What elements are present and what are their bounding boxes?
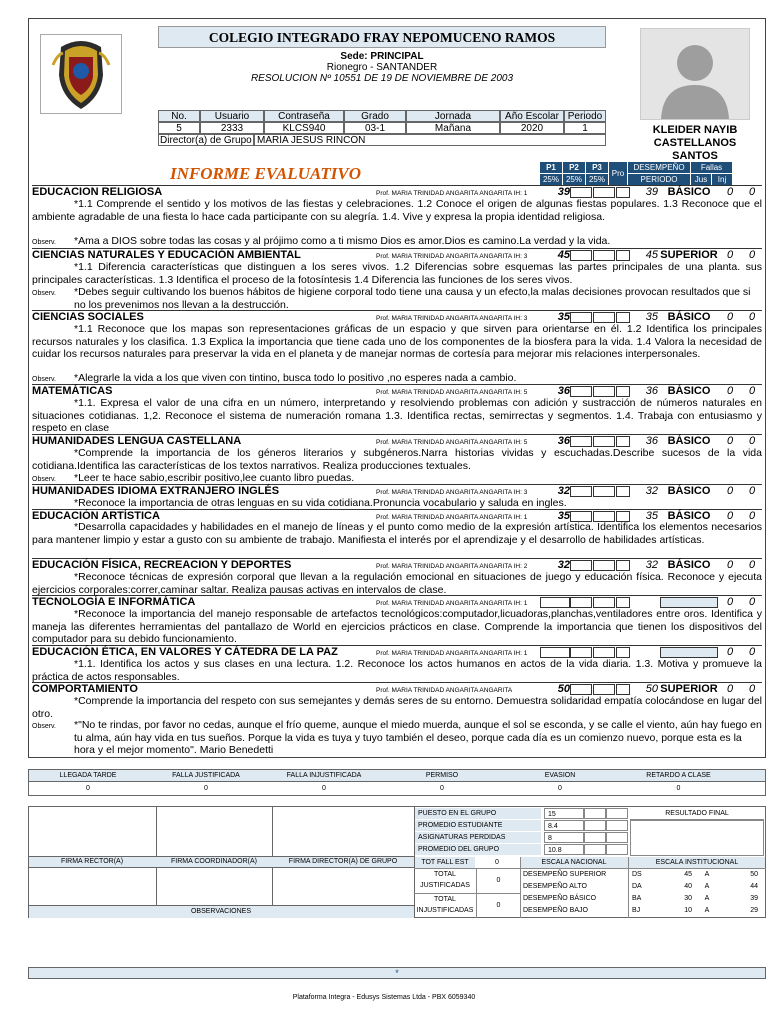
pro-box (616, 386, 630, 397)
performance-level: BÁSICO (667, 485, 711, 497)
stat-cell (584, 820, 606, 831)
subject-teacher: Prof. MARIA TRINIDAD ANGARITA ANGARITA IH: 3 (376, 253, 528, 260)
pro-box (616, 187, 630, 198)
obs-text: *Leer te hace sabio,escribir positivo,lee cuanto libro puedas. (74, 472, 355, 484)
total-injust-l1: TOTAL (434, 896, 456, 903)
total-just-value: 0 (496, 877, 501, 884)
divider (28, 867, 414, 868)
total-just-l1: TOTAL (434, 871, 456, 878)
absences-justified: 0 (726, 596, 734, 608)
p3-box (593, 684, 615, 695)
p1-grade: 35 (557, 510, 570, 522)
hdr-p3: P3 (586, 162, 608, 173)
subject-teacher: Prof. MARIA TRINIDAD ANGARITA ANGARITA IH: 3 (376, 489, 528, 496)
subject-observation (32, 235, 762, 248)
stat-value: 10.8 (544, 844, 584, 855)
stat-value: 8 (544, 832, 584, 843)
absences-unjustified: 0 (748, 249, 756, 261)
sig-coordinador: FIRMA COORDINADOR(A) (171, 858, 257, 865)
school-city: Rionegro - SANTANDER (326, 62, 438, 73)
hdr-fallas: Fallas (691, 162, 732, 173)
attendance-header: PERMISO (425, 772, 459, 779)
subject-name: EDUCACIÓN ÉTICA, EN VALORES Y CÁTEDRA DE LA PAZ (32, 646, 338, 658)
absences-justified: 0 (726, 683, 734, 695)
footer-bar: * (28, 967, 766, 979)
obs-label: Observ. (32, 376, 56, 383)
escala-nacional-item: DESEMPEÑO BAJO (523, 907, 588, 914)
attendance-value: 0 (558, 785, 562, 792)
sig-director: FIRMA DIRECTOR(A) DE GRUPO (288, 858, 398, 865)
final-grade: 36 (645, 385, 658, 397)
hdr-periodo: Periodo (564, 110, 606, 122)
obs-label: Observ. (32, 723, 56, 730)
stat-cell (606, 832, 628, 843)
p1-grade: 50 (557, 683, 570, 695)
pro-box (616, 684, 630, 695)
attendance-header: EVASION (544, 772, 576, 779)
attendance-value: 0 (676, 785, 681, 792)
absences-unjustified: 0 (748, 311, 756, 323)
absences-unjustified: 0 (748, 435, 756, 447)
hdr-no: No. (158, 110, 200, 122)
pro-box (616, 560, 630, 571)
obs-label: Observ. (32, 239, 56, 246)
performance-level: BÁSICO (667, 311, 711, 323)
escala-to: 50 (750, 871, 758, 878)
final-grade: 32 (645, 559, 658, 571)
stat-value: 8.4 (544, 820, 584, 831)
p1-grade: 32 (557, 485, 570, 497)
hdr-jus: Jus (691, 174, 711, 185)
p3-box (593, 436, 615, 447)
subject-description: *Comprende la importancia de los géneros literarios y subgéneros.Narra historias vividas y escuchadas.Describe sucesos de la vida cotidiana.Identifica las características de los textos narrativos. Realiza producciones textuales. (32, 447, 762, 472)
p3-box (593, 386, 615, 397)
stat-cell (584, 844, 606, 855)
subject-teacher: Prof. MARIA TRINIDAD ANGARITA ANGARITA IH: 5 (376, 389, 528, 396)
p1-grade: 45 (557, 249, 570, 261)
subject-row (32, 682, 762, 695)
subject-row (32, 185, 762, 198)
p2-box (570, 647, 592, 658)
school-resolution: RESOLUCION Nº 10551 DE 19 DE NOVIEMBRE DE 2003 (250, 73, 514, 84)
resultado-final-box (630, 820, 764, 856)
subject-description: *1.1. Expresa el valor de una cifra en un número, interpretando y resolviendo problemas con adición y sustracción de números naturales en situaciones cotidianas. 1,2. Reconoce el sistema de numeración romana 1.3. Identifica rectas, semirrectas y segmentos. 1.4. Trabaja con entusiasmo y respeto en clase (32, 397, 762, 434)
obs-label: Observ. (32, 476, 56, 483)
subject-description: *Reconoce técnicas de expresión corporal que llevan a la regulación emocional en situaciones de juego y educación física. Reconoce y ejecuta ejercicios corporales:correr,caminar saltar. Realiza pausas activas en intervalos de clase. (32, 571, 762, 596)
subject-description: *Reconoce la importancia del manejo responsable de artefactos tecnológicos:computador,licuadoras,planchas,ventiladores entre oros. Identifica y maneja las diferentes herramientas del pantallazo de World en ejercicios prácticos en clase. Comprende la importancia que tienen los dispositivos del computador para su debido funcionamiento. (32, 608, 762, 645)
absences-unjustified: 0 (748, 485, 756, 497)
escala-nacional-item: DESEMPEÑO SUPERIOR (523, 871, 607, 878)
crest-icon (41, 35, 121, 113)
pro-box (616, 597, 630, 608)
p3-box (593, 312, 615, 323)
p2-box (570, 386, 592, 397)
hdr-pro: Pro (609, 162, 627, 185)
absences-unjustified: 0 (748, 683, 756, 695)
final-grade: 35 (645, 311, 658, 323)
subject-teacher: Prof. MARIA TRINIDAD ANGARITA ANGARITA IH: 1 (376, 190, 528, 197)
attendance-value: 0 (322, 785, 326, 792)
p3-box (593, 250, 615, 261)
attendance-header: LLEGADA TARDE (59, 772, 117, 779)
escala-nacional-item: DESEMPEÑO ALTO (523, 883, 587, 890)
final-grade: 32 (645, 485, 658, 497)
subject-row (32, 434, 762, 447)
escala-a: A (704, 871, 710, 878)
p2-box (570, 312, 592, 323)
tot-fall-value: 0 (495, 859, 499, 866)
escala-to: 44 (750, 883, 758, 890)
attendance-header: RETARDO A CLASE (646, 772, 711, 779)
subject-teacher: Prof. MARIA TRINIDAD ANGARITA ANGARITA IH: 1 (376, 650, 528, 657)
subject-row (32, 645, 762, 658)
subject-teacher: Prof. MARIA TRINIDAD ANGARITA ANGARITA IH: 1 (376, 514, 528, 521)
escala-from: 30 (684, 895, 692, 902)
performance-level: BÁSICO (667, 186, 711, 198)
performance-level: BÁSICO (667, 435, 711, 447)
absences-unjustified: 0 (748, 596, 756, 608)
stat-label: PROMEDIO DEL GRUPO (415, 844, 541, 855)
p3-box (593, 187, 615, 198)
subject-observation (32, 286, 762, 311)
absences-justified: 0 (726, 646, 734, 658)
stat-label: ASIGNATURAS PERDIDAS (415, 832, 541, 843)
tot-fall-label: TOT FALL EST (415, 857, 475, 868)
student-info-table (158, 110, 606, 146)
val-ano-escolar: 2020 (500, 122, 564, 134)
escala-to: 39 (750, 895, 758, 902)
escala-to: 29 (750, 907, 758, 914)
student-name: KLEIDER NAYIB CASTELLANOS SANTOS (652, 124, 738, 162)
subject-row (32, 595, 762, 608)
performance-level: SUPERIOR (660, 249, 718, 261)
absences-justified: 0 (726, 311, 734, 323)
avatar-icon (641, 29, 749, 119)
absences-unjustified: 0 (748, 646, 756, 658)
escala-a: A (704, 895, 710, 902)
p2-box (570, 250, 592, 261)
performance-level: BÁSICO (667, 385, 711, 397)
subject-description: *Desarrolla capacidades y habilidades en el manejo de líneas y el punto como medio de la expresión artística. Identifica los elementos necesarios para mantener limpio y estar a gusto con su ambiente de trabajo. Manifiesta el interés por el aprendizaje y el desarrollo de habilidades artísticas. (32, 521, 762, 546)
subject-teacher: Prof. MARIA TRINIDAD ANGARITA ANGARITA (376, 687, 513, 694)
escala-code: BJ (632, 907, 641, 914)
p2-box (570, 560, 592, 571)
subject-teacher: Prof. MARIA TRINIDAD ANGARITA ANGARITA IH: 1 (376, 600, 528, 607)
p3-box (593, 486, 615, 497)
absences-justified: 0 (726, 186, 734, 198)
p2-box (570, 187, 592, 198)
director-label: Director(a) de Grupo (158, 134, 254, 146)
director-name: MARÍA JESÚS RINCÓN (254, 134, 606, 146)
divider (520, 857, 521, 918)
total-injust-label (415, 894, 475, 916)
escala-a: A (704, 907, 710, 914)
obs-text: *Debes seguir cultivando los buenos hábitos de higiene corporal todo tiene una causa y un efecto,la malas decisiones provocan resultados que si no los prevenimos nos llevan a la destrucción. (74, 286, 751, 311)
subject-description: *Reconoce la importancia de otras lenguas en su vida cotidiana.Pronuncia vocabulario y saluda en ingles. (74, 497, 567, 509)
subject-description: *1.1 Reconoce que los mapas son representaciones gráficas de un espacio y que sirven para orientarse en él. 1.2 Identifica los principales recursos naturales y los clasifica. 1.3 Explica la importancia que tiene cada uno de los componentes de la biosfera para la vida. 1.4 Valora la necesidad de cuidar los recursos naturales para preservar la vida en el planeta y de manejar normas de cortesía para mejorar mis relaciones interpersonales. (32, 323, 762, 360)
footer-text: Plataforma Integra - Edusys Sistemas Ltda - PBX 6059340 (292, 994, 476, 1001)
observaciones-label: OBSERVACIONES (190, 908, 252, 915)
absences-justified: 0 (726, 385, 734, 397)
p1-grade: 35 (557, 311, 570, 323)
subject-name: COMPORTAMIENTO (32, 683, 138, 695)
subject-name: EDUCACIÓN ARTÍSTICA (32, 510, 160, 522)
hdr-ano-escolar: Año Escolar (500, 110, 564, 122)
subject-name: CIENCIAS SOCIALES (32, 311, 144, 323)
p1-box (540, 597, 570, 608)
hdr-jornada: Jornada (406, 110, 500, 122)
val-jornada: Mañana (406, 122, 500, 134)
obs-text: *"No te rindas, por favor no cedas, aunque el frío queme, aunque el miedo muerda, aunque el sol se esconda, y se calle el viento, aún hay fuego en tu alma, aún hay vida en tus sueños. Porque la vida es tuya y tuyo también el deseo, porque cada día es un comienzo nuevo, porque esta es la hora y el mejor momento". Mario Benedetti (74, 719, 762, 756)
subject-name: HUMANIDADES LENGUA CASTELLANA (32, 435, 242, 447)
hdr-periodo-col: PERIODO (628, 174, 690, 185)
hdr-usuario: Usuario (200, 110, 264, 122)
absences-unjustified: 0 (748, 385, 756, 397)
stat-label: PROMEDIO ESTUDIANTE (415, 820, 541, 831)
p2-box (570, 684, 592, 695)
absences-justified: 0 (726, 485, 734, 497)
subject-observation (32, 472, 762, 485)
stat-cell (584, 832, 606, 843)
p2-box (570, 597, 592, 608)
subject-row (32, 484, 762, 497)
final-grade: 35 (645, 510, 658, 522)
p1-grade: 39 (557, 186, 570, 198)
subject-observation (32, 719, 762, 757)
stat-cell (606, 820, 628, 831)
performance-level: BÁSICO (667, 510, 711, 522)
subject-name: CIENCIAS NATURALES Y EDUCACIÓN AMBIENTAL (32, 249, 301, 261)
subject-name: HUMANIDADES IDIOMA EXTRANJERO INGLÉS (32, 485, 280, 497)
stat-value: 15 (544, 808, 584, 819)
performance-level: SUPERIOR (660, 683, 718, 695)
absences-justified: 0 (726, 249, 734, 261)
subject-description: *1.1. Identifica los actos y sus clases en una lectura. 1.2. Reconoce los actos humanos en actos de la vida diaria. 1.3. Motiva y promueve la práctica de actos responsables. (32, 658, 762, 683)
subject-teacher: Prof. MARIA TRINIDAD ANGARITA ANGARITA IH: 5 (376, 439, 528, 446)
p2-box (570, 436, 592, 447)
p1-box (540, 647, 570, 658)
escala-a: A (704, 883, 710, 890)
pro-box (616, 250, 630, 261)
p3-box (593, 647, 615, 658)
pro-box (616, 436, 630, 447)
val-periodo: 1 (564, 122, 606, 134)
val-contrasena: KLCS940 (264, 122, 344, 134)
hdr-grado: Grado (344, 110, 406, 122)
pro-box (616, 647, 630, 658)
hdr-p2-pct: 25% (563, 174, 585, 185)
p2-box (570, 486, 592, 497)
subject-name: TECNOLOGÍA E INFORMÁTICA (32, 596, 196, 608)
grade-header (540, 162, 762, 186)
escala-code: BA (632, 895, 642, 902)
final-grade: 50 (645, 683, 658, 695)
obs-text: *Alegrarle la vida a los que viven con tintino, busca todo lo positivo ,no esperes nada a cambio. (74, 372, 517, 384)
p1-grade: 32 (557, 559, 570, 571)
escala-code: DA (632, 883, 642, 890)
hdr-contrasena: Contraseña (264, 110, 344, 122)
p1-grade: 36 (557, 385, 570, 397)
absences-justified: 0 (726, 510, 734, 522)
level-box (660, 597, 718, 608)
hdr-p1-pct: 25% (540, 174, 562, 185)
subject-description: *1.1 Comprende el sentido y los motivos de las fiestas y celebraciones. 1.2 Conoce el origen de algunas fiestas populares. 1.3 Reconoce que el ambiente agradable de una fiesta lo hace cada participante con su alegría. 1.4. Vive y expresa la propia identidad religiosa. (32, 198, 762, 223)
obs-label: Observ. (32, 290, 56, 297)
pro-box (616, 486, 630, 497)
total-just-l2: JUSTIFICADAS (420, 882, 470, 889)
report-title: INFORME EVALUATIVO (170, 164, 361, 183)
resultado-final: RESULTADO FINAL (630, 808, 764, 820)
escala-institucional-title: ESCALA INSTITUCIONAL (629, 857, 765, 868)
hdr-inj: Inj (712, 174, 732, 185)
obs-text: *Ama a DIOS sobre todas las cosas y al prójimo como a ti mismo Dios es amor.Dios es camino.La verdad y la vida. (74, 235, 611, 247)
total-injust-value: 0 (496, 902, 501, 909)
hdr-desempeno: DESEMPEÑO (628, 162, 690, 173)
subject-teacher: Prof. MARIA TRINIDAD ANGARITA ANGARITA IH: 3 (376, 315, 528, 322)
absences-unjustified: 0 (748, 510, 756, 522)
school-sede: Sede: PRINCIPAL (340, 51, 424, 62)
subject-row (32, 248, 762, 261)
pro-box (616, 312, 630, 323)
absences-justified: 0 (726, 559, 734, 571)
val-grado: 03-1 (344, 122, 406, 134)
escala-nacional-item: DESEMPEÑO BÁSICO (523, 895, 597, 902)
absences-unjustified: 0 (748, 186, 756, 198)
escala-code: DS (632, 871, 642, 878)
hdr-p3-pct: 25% (586, 174, 608, 185)
val-no: 5 (158, 122, 200, 134)
attendance-value: 0 (204, 785, 208, 792)
final-grade: 45 (645, 249, 658, 261)
level-box (660, 647, 718, 658)
subject-row (32, 310, 762, 323)
subject-name: MATEMÁTICAS (32, 385, 113, 397)
performance-level: BÁSICO (667, 559, 711, 571)
absences-justified: 0 (726, 435, 734, 447)
subject-row (32, 384, 762, 397)
school-name: COLEGIO INTEGRADO FRAY NEPOMUCENO RAMOS (158, 26, 606, 48)
divider (628, 857, 629, 918)
escala-from: 10 (684, 907, 692, 914)
hdr-p2: P2 (563, 162, 585, 173)
escala-from: 45 (684, 871, 692, 878)
stat-cell (606, 844, 628, 855)
attendance-value: 0 (86, 785, 90, 792)
subject-name: EDUCACION RELIGIOSA (32, 186, 163, 198)
p3-box (593, 597, 615, 608)
total-just-label (415, 869, 475, 891)
hdr-p1: P1 (540, 162, 562, 173)
subject-description: *Comprende la importancia del respeto con sus semejantes y demás seres de su entorno. Demuestra solidaridad empatía colocándose en lugar del otro. (32, 695, 762, 720)
p3-box (593, 560, 615, 571)
subject-teacher: Prof. MARIA TRINIDAD ANGARITA ANGARITA IH: 2 (376, 563, 528, 570)
attendance-header: FALLA JUSTIFICADA (172, 772, 240, 779)
student-photo (640, 28, 750, 120)
school-logo (40, 34, 122, 114)
stat-label: PUESTO EN EL GRUPO (415, 808, 541, 819)
p1-grade: 36 (557, 435, 570, 447)
escala-nacional-title: ESCALA NACIONAL (520, 857, 628, 868)
absences-unjustified: 0 (748, 559, 756, 571)
stat-cell (584, 808, 606, 819)
stat-cell (606, 808, 628, 819)
val-usuario: 2333 (200, 122, 264, 134)
subject-name: EDUCACIÓN FÍSICA, RECREACION Y DEPORTES (32, 559, 292, 571)
subject-description: *1.1 Diferencia características que distinguen a los seres vivos. 1.2 Diferencias sobre esquemas las partes principales de una planta. sus principales características. 1.3 Identifica el proceso de la fotosíntesis 1.4 Diferencia las funciones de los seres vivos. (32, 261, 762, 286)
sig-rector: FIRMA RECTOR(A) (60, 858, 124, 865)
final-grade: 39 (645, 186, 658, 198)
subject-row (32, 558, 762, 571)
escala-from: 40 (684, 883, 692, 890)
total-injust-l2: INJUSTIFICADAS (416, 907, 474, 914)
subject-observation (32, 372, 762, 385)
final-grade: 36 (645, 435, 658, 447)
attendance-header: FALLA INJUSTIFICADA (286, 772, 362, 779)
attendance-value: 0 (440, 785, 444, 792)
